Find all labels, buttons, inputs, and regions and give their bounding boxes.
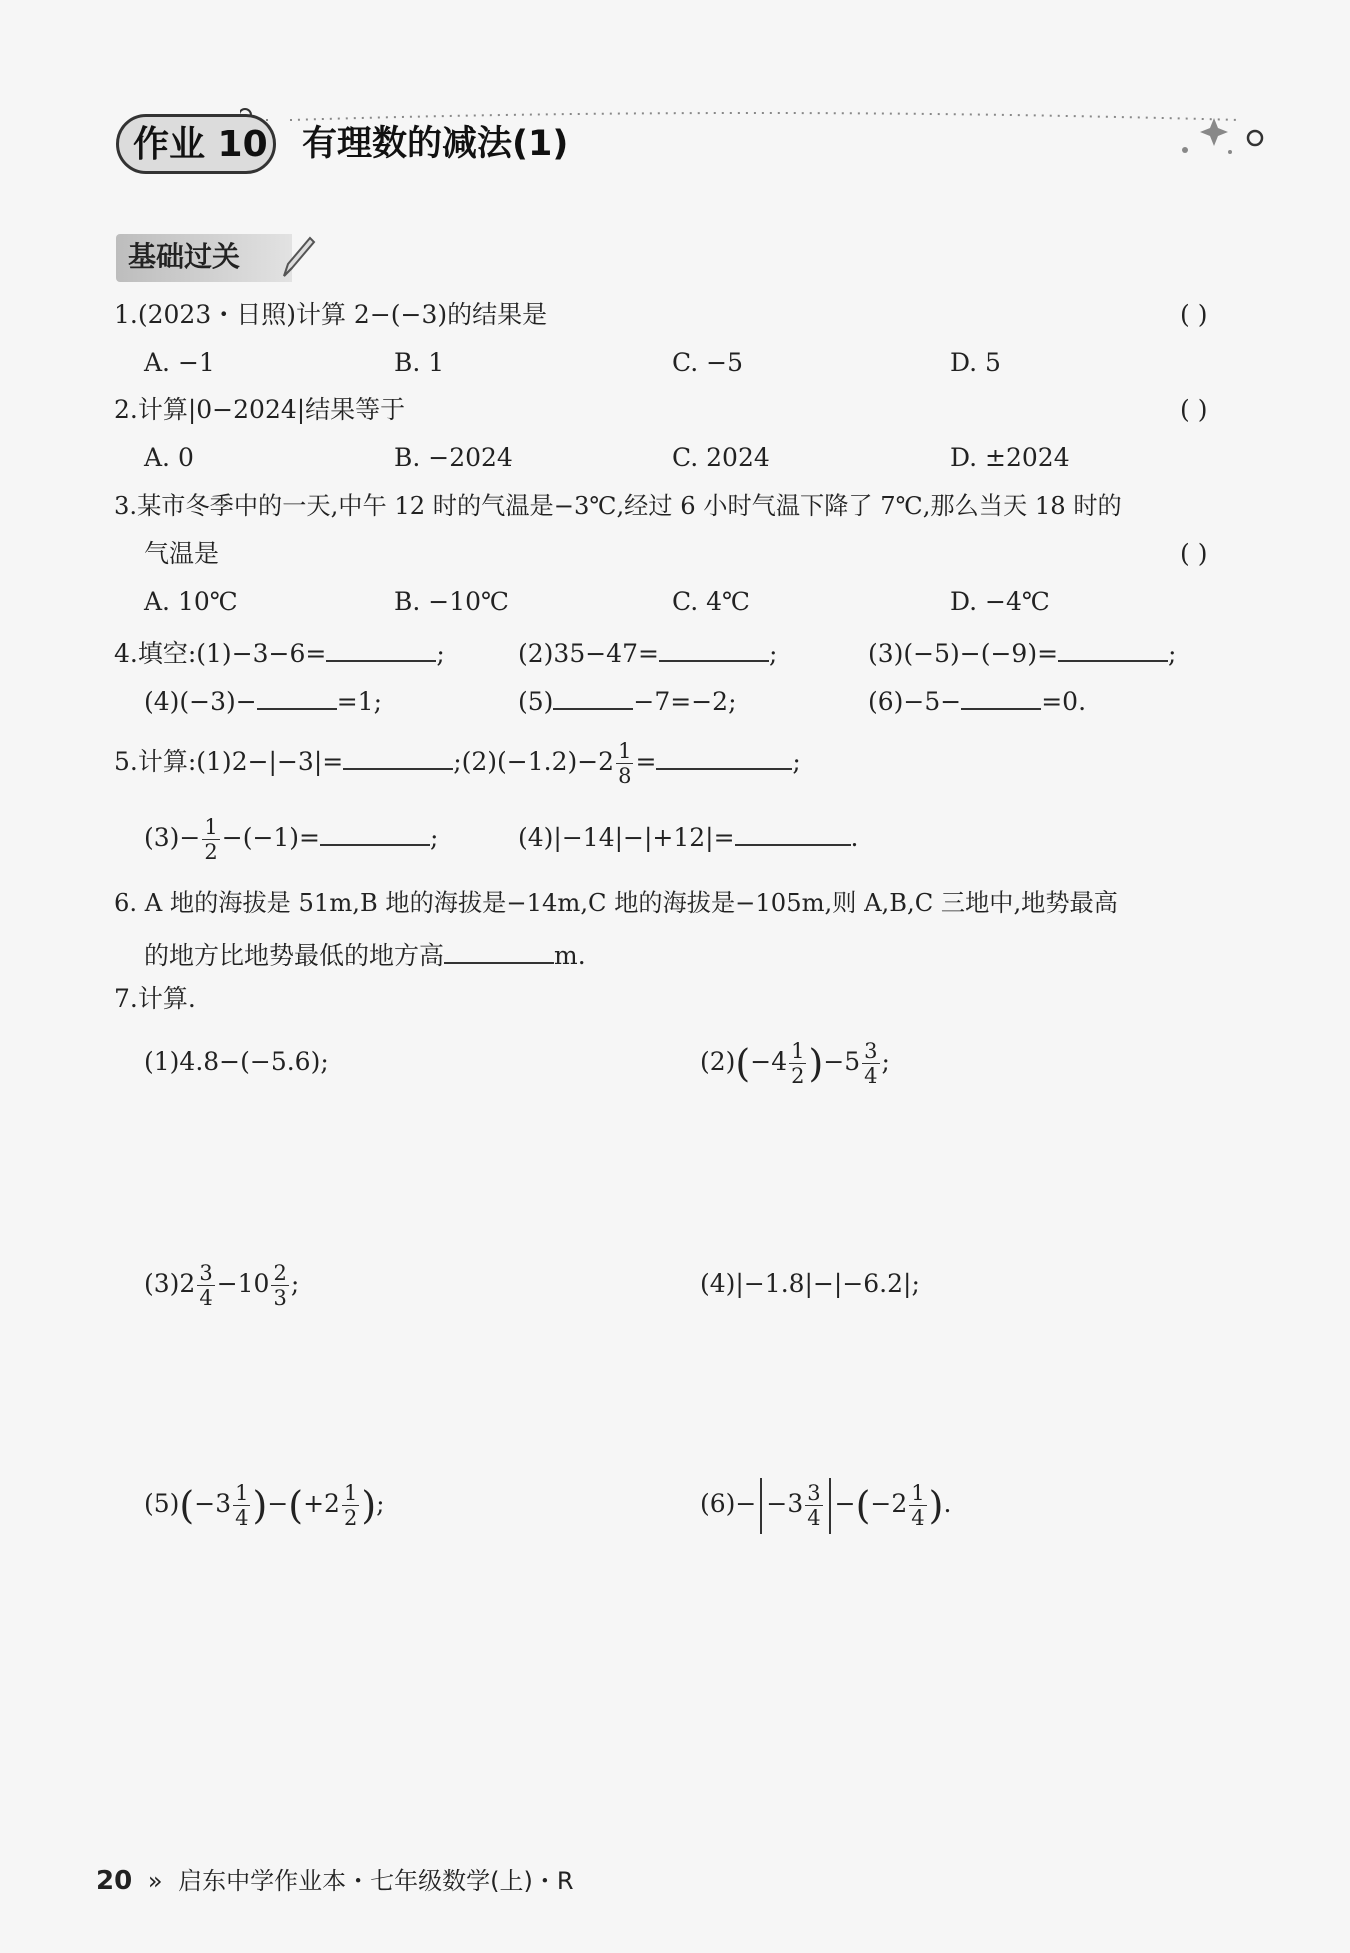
- fraction-denominator: 2: [343, 1506, 358, 1530]
- q7-sub3-end: ;: [290, 1269, 300, 1298]
- q5-line2-part1: [144, 810, 438, 866]
- homework-badge: [116, 114, 276, 174]
- q4-line2-part3: [868, 682, 1086, 717]
- q7-sub3-fraction1: [197, 1261, 214, 1310]
- q7-sub6-end: .: [943, 1489, 952, 1518]
- page-number: 20: [96, 1866, 133, 1896]
- q3-option-d: D. −4℃: [950, 587, 1050, 616]
- q2-answer-paren: ( ): [1180, 395, 1208, 424]
- q2-option-a: A. 0: [144, 443, 194, 472]
- q7-sub6-term2: −2: [870, 1489, 908, 1518]
- q7-sub5-fraction1: [233, 1481, 250, 1530]
- q3-option-a: A. 10℃: [144, 587, 238, 616]
- q7-sub6-minus: −: [834, 1489, 856, 1518]
- q4-blank1[interactable]: [326, 634, 436, 662]
- q7-sub1: (1)4.8−(−5.6);: [144, 1047, 329, 1076]
- q7-sub2-fraction1: [789, 1039, 806, 1088]
- q4-item3: (3)(−5)−(−9)=: [868, 639, 1059, 668]
- q7-sub6: (6)− −3 $\frac{3}{4}$ −(−2 $\frac{1}{4}$ ).: [700, 1474, 951, 1534]
- q5-item3a: (3)−: [144, 823, 201, 852]
- fraction-denominator: 8: [618, 764, 632, 788]
- q4-line2-part1: [144, 682, 382, 717]
- q5-blank4[interactable]: [735, 824, 851, 846]
- q3-option-b: B. −10℃: [394, 587, 509, 616]
- fraction-numerator: 1: [343, 1481, 358, 1505]
- q4-item6b: =0.: [1041, 687, 1087, 716]
- q3-answer-paren: ( ): [1180, 539, 1208, 568]
- q1-option-b: B. 1: [394, 348, 445, 377]
- fraction-numerator: 1: [235, 1481, 249, 1505]
- q7-sub3: [144, 1254, 299, 1314]
- q5-blank1[interactable]: [343, 748, 453, 770]
- q4-line1-part2: [518, 634, 777, 669]
- q4-item5a: (5): [518, 687, 554, 716]
- q7-sub2-term1: −4: [750, 1047, 788, 1076]
- q4-line1-part1: [114, 634, 445, 669]
- q7-sub5-term1: −3: [194, 1489, 232, 1518]
- q3-option-c: C. 4℃: [672, 587, 751, 616]
- q5-item4: (4)|−14|−|+12|=: [518, 823, 735, 852]
- fraction-numerator: 1: [618, 739, 632, 763]
- q5-item3-fraction: [202, 815, 219, 864]
- q4-item4b: =1;: [336, 687, 383, 716]
- q7-stem: 7.计算.: [114, 984, 196, 1013]
- q7-sub6-fraction2: [909, 1481, 926, 1530]
- fraction-denominator: 4: [911, 1506, 925, 1530]
- pencil-icon: [282, 232, 316, 282]
- q7-sub5-label: (5): [144, 1489, 180, 1518]
- q5-line1: [114, 734, 801, 790]
- q7-sub2: (2)(−4 $\frac{1}{2}$ )−5 $\frac{3}{4}$ ;: [700, 1039, 890, 1088]
- q5-item2a: ;(2)(−1.2)−2: [453, 747, 615, 776]
- q1-option-a: A. −1: [144, 348, 215, 377]
- page-title: 有理数的减法(1): [302, 124, 569, 164]
- q7-sub5: (5)(−3 $\frac{1}{4}$ )−(+2 $\frac{1}{2}$ );: [144, 1481, 385, 1530]
- q5-item3b: −(−1)=: [221, 823, 321, 852]
- q1-stem: 1.(2023・日照)计算 2−(−3)的结果是: [114, 300, 548, 329]
- q4-blank2[interactable]: [659, 634, 769, 662]
- q7-sub2-end: ;: [881, 1047, 890, 1076]
- q7-sub3-term2: −10: [216, 1269, 270, 1298]
- q6-line1: 6. A 地的海拔是 51m,B 地的海拔是−14m,C 地的海拔是−105m,则 A,B,C 三地中,地势最高: [114, 889, 1118, 917]
- q1-option-c: C. −5: [672, 348, 743, 377]
- fraction-denominator: 2: [791, 1064, 805, 1088]
- q6-text: 的地方比地势最低的地方高: [144, 941, 445, 970]
- fraction-numerator: 3: [199, 1261, 213, 1285]
- fraction-denominator: 3: [273, 1286, 287, 1310]
- q5-semicolon2: ;: [430, 823, 439, 852]
- q7-sub6-fraction1: [805, 1481, 822, 1530]
- q7-sub2-term2: −5: [823, 1047, 861, 1076]
- fraction-numerator: 3: [807, 1481, 821, 1505]
- q5-semicolon: ;: [792, 747, 801, 776]
- book-title: 启东中学作业本・七年级数学(上)・R: [178, 1867, 574, 1895]
- q4-item5b: −7=−2;: [633, 687, 737, 716]
- q5-item2b: =: [635, 747, 657, 776]
- q3-stem-line1: 3.某市冬季中的一天,中午 12 时的气温是−3℃,经过 6 小时气温下降了 7℃,那么当天 18 时的: [114, 492, 1122, 520]
- q1-answer-paren: ( ): [1180, 300, 1208, 329]
- q2-option-c: C. 2024: [672, 443, 770, 472]
- q7-sub5-minus: −: [267, 1489, 289, 1518]
- q7-sub6-term1: −3: [766, 1489, 804, 1518]
- fraction-denominator: 2: [204, 840, 218, 864]
- q1-option-d: D. 5: [950, 348, 1001, 377]
- homework-badge-label: 作业 10: [133, 124, 268, 165]
- q4-semicolon2: ;: [768, 639, 778, 668]
- q4-line1-part3: [868, 634, 1176, 669]
- q7-sub5-end: ;: [376, 1489, 385, 1518]
- q2-option-d: D. ±2024: [950, 443, 1070, 472]
- fraction-numerator: 1: [204, 815, 218, 839]
- q7-sub5-fraction2: [342, 1481, 359, 1530]
- q4-blank6[interactable]: [961, 682, 1041, 710]
- q4-item6a: (6)−5−: [868, 687, 962, 716]
- section-banner: [116, 234, 292, 282]
- fraction-denominator: 4: [864, 1064, 878, 1088]
- fraction-numerator: 3: [864, 1039, 878, 1063]
- fraction-numerator: 1: [791, 1039, 805, 1063]
- q4-blank3[interactable]: [1058, 634, 1168, 662]
- section-title: 基础过关: [128, 240, 241, 273]
- q4-item4a: (4)(−3)−: [144, 687, 257, 716]
- q2-stem: 2.计算|0−2024|结果等于: [114, 395, 406, 424]
- q7-sub3-term1: (3)2: [144, 1269, 196, 1298]
- q6-line2: [144, 936, 586, 971]
- q4-blank5[interactable]: [553, 682, 633, 710]
- q7-sub5-term2: +2: [303, 1489, 340, 1518]
- q5-item1: 5.计算:(1)2−|−3|=: [114, 747, 344, 776]
- fraction-denominator: 4: [199, 1286, 213, 1310]
- q7-sub3-fraction2: [271, 1261, 288, 1310]
- q4-item2: (2)35−47=: [518, 639, 659, 668]
- q4-semicolon3: ;: [1168, 639, 1177, 668]
- page-footer: [96, 1866, 574, 1896]
- q4-line2-part2: [518, 682, 737, 717]
- q6-blank[interactable]: [444, 936, 554, 964]
- q5-blank3[interactable]: [320, 824, 430, 846]
- q4-semicolon1: ;: [436, 639, 445, 668]
- chevron-right-icon: »: [147, 1867, 163, 1895]
- q5-blank2[interactable]: [656, 748, 792, 770]
- q7-sub4: (4)|−1.8|−|−6.2|;: [700, 1269, 920, 1298]
- q3-stem-line2: 气温是: [144, 539, 220, 568]
- q5-item2-fraction: [616, 739, 633, 788]
- q4-blank4[interactable]: [257, 682, 337, 710]
- fraction-numerator: 2: [273, 1261, 287, 1285]
- q7-sub6-label: (6)−: [700, 1489, 757, 1518]
- q5-period: .: [850, 823, 859, 852]
- q2-option-b: B. −2024: [394, 443, 513, 472]
- q4-item1: 4.填空:(1)−3−6=: [114, 639, 327, 668]
- fraction-numerator: 1: [911, 1481, 925, 1505]
- fraction-denominator: 4: [807, 1506, 821, 1530]
- q5-line2-part2: [518, 810, 858, 866]
- q7-sub2-label: (2): [700, 1047, 736, 1076]
- q7-sub2-fraction2: [862, 1039, 879, 1088]
- q6-unit: m.: [554, 941, 586, 970]
- fraction-denominator: 4: [235, 1506, 249, 1530]
